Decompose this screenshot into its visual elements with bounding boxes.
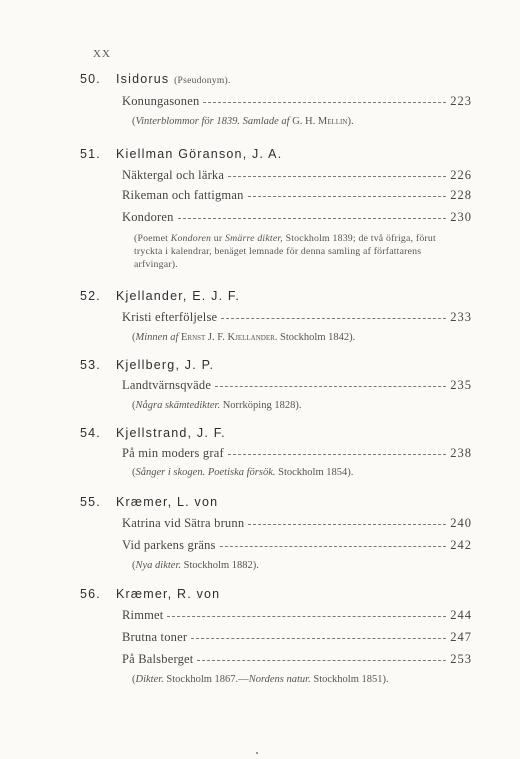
entry-number: 56. <box>80 587 101 601</box>
toc-entry[interactable] <box>122 94 472 109</box>
toc-entry[interactable] <box>122 516 472 531</box>
author-heading <box>80 72 231 86</box>
source-note: (Nya dikter. Stockholm 1882). <box>132 560 259 571</box>
pseudonym-label: (Pseudonym). <box>174 76 231 86</box>
source-note: (Minnen af Ernst J. F. Kjellander. Stockholm 1842). <box>132 332 356 343</box>
page-ref: 242 <box>450 538 472 552</box>
author-name: Kiellman Göranson, J. A. <box>116 147 283 161</box>
source-note: (Sånger i skogen. Poetiska försök. Stockholm 1854). <box>132 467 354 478</box>
page-ref: 238 <box>450 446 472 460</box>
author-name: Isidorus <box>116 72 170 86</box>
source-note: (Poemet Kondoren ur Smärre dikter, Stockholm 1839; de två öfriga, förut tryckta i kalendrar, benäget lemnade för denna samling af författarens arfvingar). <box>134 233 436 270</box>
entry-number: 54. <box>80 426 101 440</box>
toc-entry[interactable] <box>122 168 472 183</box>
page-ref: 253 <box>450 652 472 666</box>
toc-entry[interactable] <box>122 378 472 393</box>
source-note: (Dikter. Stockholm 1867.—Nordens natur. Stockholm 1851). <box>132 674 389 685</box>
toc-entry[interactable] <box>122 188 472 203</box>
toc-entry[interactable] <box>122 652 472 667</box>
dot-leader <box>220 546 447 547</box>
poem-title: Katrina vid Sätra brunn <box>122 516 245 530</box>
entry-number: 53. <box>80 358 101 372</box>
page-ref: 233 <box>450 310 472 324</box>
toc-entry[interactable] <box>122 608 472 623</box>
dot-leader <box>191 638 446 639</box>
print-speck <box>256 752 258 754</box>
toc-entry[interactable] <box>122 446 472 461</box>
author-name: Kjellander, E. J. F. <box>116 289 241 303</box>
poem-title: Näktergal och lärka <box>122 168 225 182</box>
dot-leader <box>221 318 446 319</box>
page-ref: 228 <box>450 188 472 202</box>
page-ref: 235 <box>450 378 472 392</box>
page-ref: 230 <box>450 210 472 224</box>
dot-leader <box>178 218 447 219</box>
dot-leader <box>167 616 446 617</box>
toc-entry[interactable] <box>122 310 472 325</box>
dot-leader <box>215 386 446 387</box>
poem-title: Konungasonen <box>122 94 200 108</box>
dot-leader <box>228 176 446 177</box>
author-heading <box>80 289 240 303</box>
page-ref: 226 <box>450 168 472 182</box>
poem-title: Brutna toner <box>122 630 188 644</box>
dot-leader <box>248 524 446 525</box>
author-heading <box>80 358 214 372</box>
page-ref: 223 <box>450 94 472 108</box>
author-heading <box>80 587 220 601</box>
entry-number: 51. <box>80 147 101 161</box>
source-note: (Vinterblommor för 1839. Samlade af G. H. Mellin). <box>132 116 354 127</box>
dot-leader <box>248 196 447 197</box>
poem-title: På min moders graf <box>122 446 224 460</box>
entry-number: 52. <box>80 289 101 303</box>
dot-leader <box>203 102 446 103</box>
author-name: Kræmer, L. von <box>116 495 219 509</box>
entry-number: 55. <box>80 495 101 509</box>
author-heading <box>80 147 282 161</box>
page-ref: 240 <box>450 516 472 530</box>
author-name: Kjellstrand, J. F. <box>116 426 226 440</box>
author-heading <box>80 495 218 509</box>
author-name: Kjellberg, J. P. <box>116 358 215 372</box>
source-note: (Några skämtedikter. Norrköping 1828). <box>132 400 302 411</box>
entry-number: 50. <box>80 72 101 86</box>
poem-title: Rimmet <box>122 608 164 622</box>
page-ref: 247 <box>450 630 472 644</box>
page-number: XX <box>93 48 111 60</box>
toc-entry[interactable] <box>122 630 472 645</box>
dot-leader <box>197 660 446 661</box>
poem-title: Rikeman och fattigman <box>122 188 244 202</box>
poem-title: Vid parkens gräns <box>122 538 216 552</box>
toc-entry[interactable] <box>122 538 472 553</box>
poem-title: På Balsberget <box>122 652 194 666</box>
toc-entry[interactable] <box>122 210 472 225</box>
author-heading <box>80 426 226 440</box>
author-name: Kræmer, R. von <box>116 587 221 601</box>
poem-title: Landtvärnsqväde <box>122 378 212 392</box>
poem-title: Kristi efterföljelse <box>122 310 218 324</box>
dot-leader <box>228 454 446 455</box>
poem-title: Kondoren <box>122 210 174 224</box>
page-ref: 244 <box>450 608 472 622</box>
